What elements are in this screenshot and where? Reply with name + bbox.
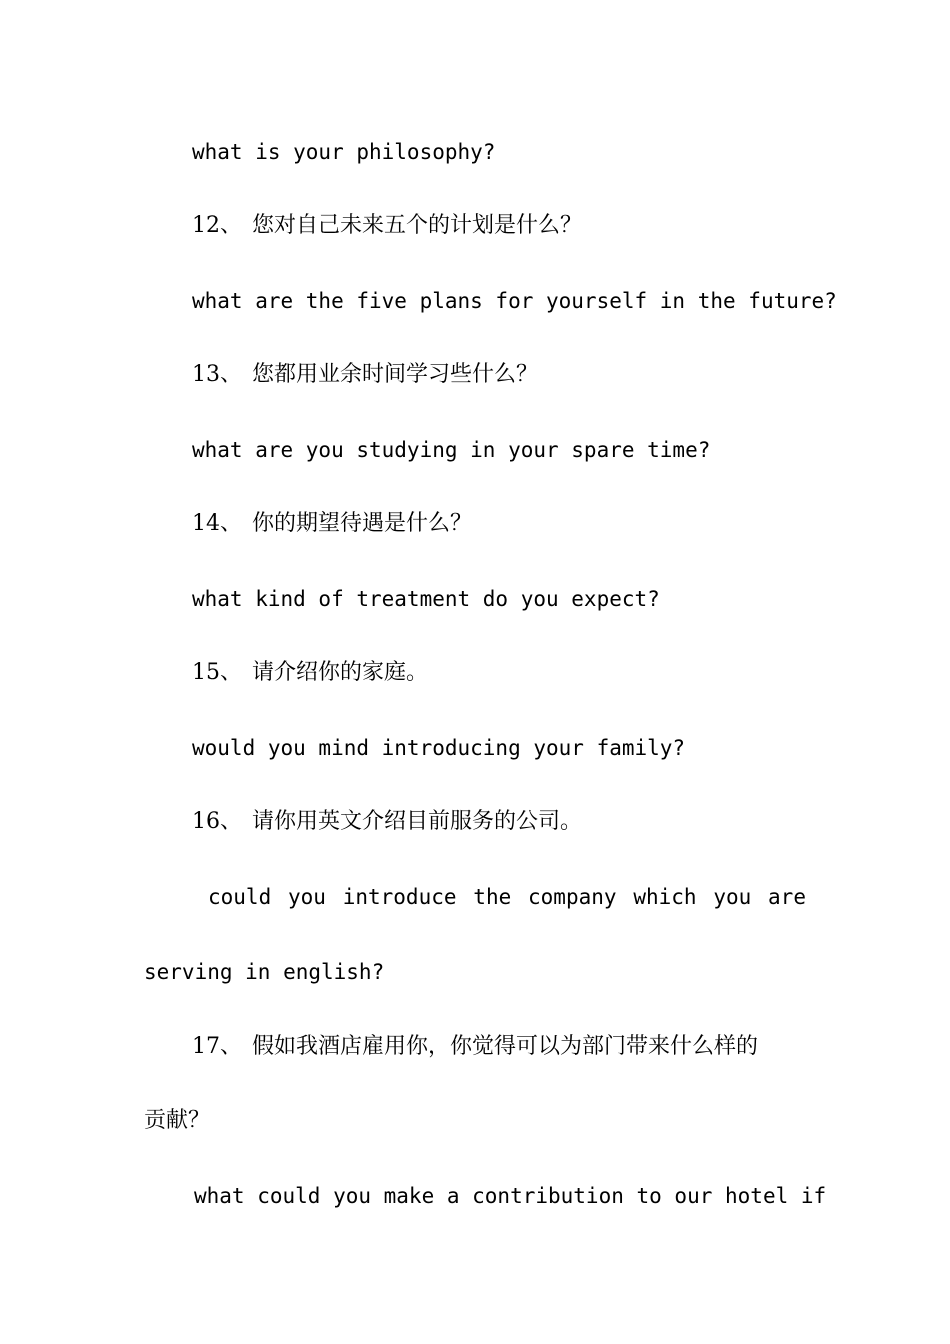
answer-line-continued: serving in english?: [144, 960, 385, 984]
question-14: [144, 504, 806, 544]
question-13: [144, 355, 806, 395]
question-text: 您都用业余时间学习些什么？: [252, 362, 539, 387]
answer-line-justified: could you introduce the company which you are: [208, 885, 806, 909]
question-number: 17、: [192, 1034, 242, 1059]
question-number: 13、: [192, 362, 242, 387]
question-number: 15、: [192, 660, 242, 685]
question-text: 请你用英文介绍目前服务的公司。: [252, 809, 583, 834]
answer-line: what are you studying in your spare time?: [192, 438, 711, 462]
question-text: 假如我酒店雇用你，你觉得可以为部门带来什么样的: [252, 1034, 759, 1059]
question-17: [144, 1027, 806, 1067]
answer-line: what is your philosophy?: [192, 140, 496, 164]
answer-line: what are the five plans for yourself in the future?: [192, 289, 837, 313]
question-text: 你的期望待遇是什么？: [252, 511, 473, 536]
question-text: 请介绍你的家庭。: [252, 660, 429, 685]
question-12: [144, 206, 806, 246]
question-number: 12、: [192, 213, 242, 238]
answer-line: what kind of treatment do you expect?: [192, 587, 660, 611]
question-15: [144, 653, 806, 693]
question-number: 14、: [192, 511, 242, 536]
answer-line: what could you make a contribution to our hotel if: [194, 1184, 827, 1208]
answer-line: would you mind introducing your family?: [192, 736, 686, 760]
question-16: [144, 802, 806, 842]
question-17-continued: 贡献？: [144, 1108, 211, 1133]
question-text: 您对自己未来五个的计划是什么？: [252, 213, 583, 238]
question-number: 16、: [192, 809, 242, 834]
